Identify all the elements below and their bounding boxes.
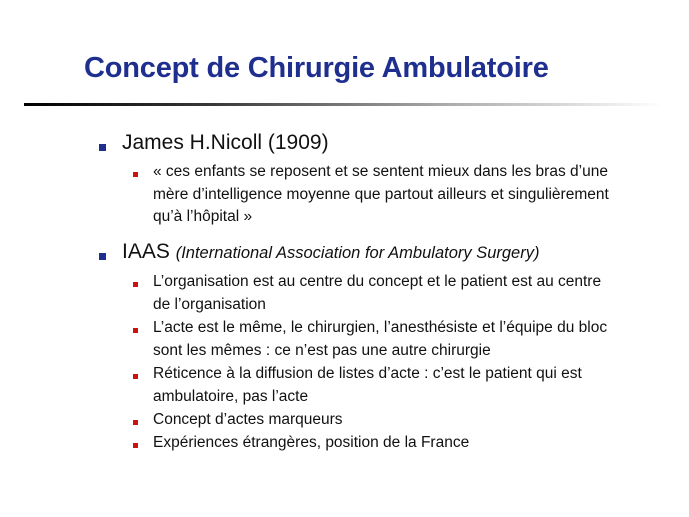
list-item <box>153 409 343 432</box>
secondary-bullet-icon <box>133 420 138 425</box>
list-item-line: L’acte est le même, le chirurgien, l’anesthésiste et l’équipe du bloc <box>153 319 608 336</box>
secondary-bullet-icon <box>133 374 138 379</box>
list-item <box>153 161 609 229</box>
list-item-line: sont les mêmes : ce n’est pas une autre chirurgie <box>153 341 491 359</box>
list-item <box>153 271 601 316</box>
list-item <box>153 432 469 455</box>
section-heading <box>122 131 329 155</box>
secondary-bullet-icon <box>133 328 138 333</box>
secondary-bullet-icon <box>133 172 138 177</box>
list-item-line: qu’à l’hôpital » <box>153 208 253 225</box>
list-item <box>153 317 607 362</box>
list-item-line: ambulatoire, pas l’acte <box>153 387 309 405</box>
primary-bullet-icon <box>99 253 106 260</box>
list-item-line: L’organisation est au centre du concept et le patient est au centre <box>153 273 602 290</box>
section-heading-text: IAAS <box>122 240 170 263</box>
list-item <box>153 363 582 408</box>
secondary-bullet-icon <box>133 282 138 287</box>
section-heading-text: James H.Nicoll (1909) <box>122 131 329 154</box>
slide-title: Concept de Chirurgie Ambulatoire <box>84 52 549 84</box>
list-item-line: « ces enfants se reposent et se sentent mieux dans les bras d’une <box>153 163 608 180</box>
section-heading <box>122 240 539 264</box>
title-divider <box>24 103 664 106</box>
secondary-bullet-icon <box>133 443 138 448</box>
list-item-line: de l’organisation <box>153 295 266 313</box>
primary-bullet-icon <box>99 144 106 151</box>
list-item-line: Concept d’actes marqueurs <box>153 411 343 428</box>
list-item-line: mère d’intelligence moyenne que partout ailleurs et singulièrement <box>153 185 609 203</box>
list-item-line: Expériences étrangères, position de la France <box>153 434 470 451</box>
section-heading-note: (International Association for Ambulatory Surgery) <box>175 244 540 262</box>
list-item-line: Réticence à la diffusion de listes d’acte : c’est le patient qui est <box>153 365 582 382</box>
